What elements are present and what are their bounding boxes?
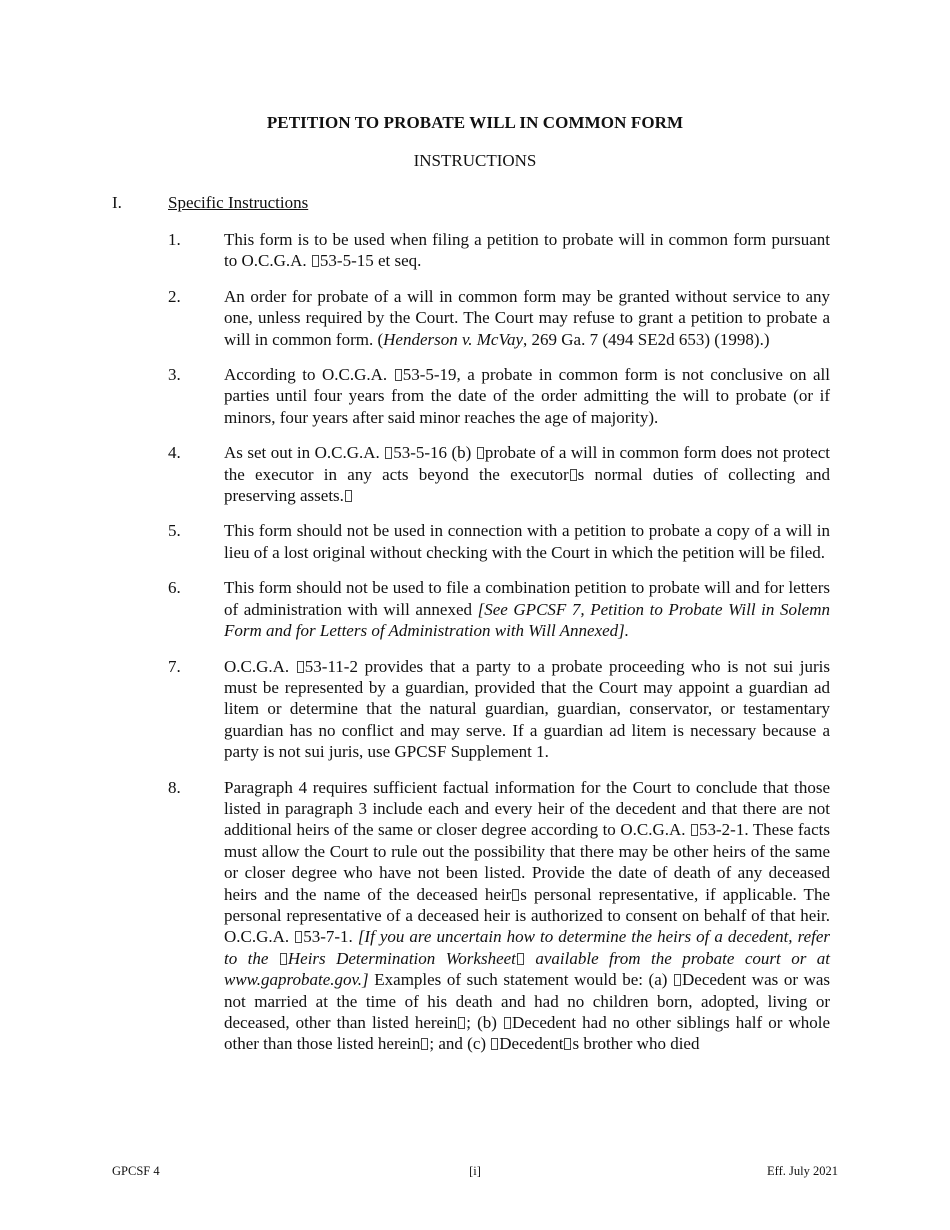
text-run: 53-11-2 provides that a party to a probate proceeding who is not sui juris must be represented by a guardian, provided that the Court may appoint a guardian ad litem or determine that the natural guardian, guardian, conservator, or testamentary guardian has no conflict and may serve. If a guardian ad litem is necessary because a party is not sui juris, use GPCSF Supplement 1.	[224, 656, 830, 762]
text-run: This form should not be used in connection with a petition to probate a copy of a will in lieu of a lost original without checking with the Court in which the petition will be filed.	[224, 521, 830, 562]
instruction-item	[168, 777, 830, 1055]
instruction-text	[224, 656, 830, 763]
missing-glyph-box	[512, 889, 519, 901]
text-run: ; and (c)	[429, 1034, 491, 1054]
missing-glyph-box	[564, 1038, 571, 1050]
instruction-number: 6.	[168, 578, 181, 598]
instruction-item	[168, 520, 830, 563]
instruction-text	[224, 286, 830, 350]
instruction-item	[168, 442, 830, 506]
text-run: , 269 Ga. 7 (494 SE2d 653) (1998).)	[523, 329, 770, 349]
footer-form-id: GPCSF 4	[112, 1164, 160, 1178]
section-number: I.	[112, 193, 122, 212]
missing-glyph-box	[395, 369, 402, 381]
footer-page-number: [i]	[469, 1164, 481, 1178]
text-run: Decedent	[499, 1034, 564, 1054]
text-run: 53-2-1. These facts must allow the Court to rule out the possibility that there may be other heirs of the same or closer degree who have not been listed. Provide the date of death of any deceased heirs and the name of the deceased heir	[224, 820, 830, 904]
text-run: 53-7-1.	[303, 927, 358, 947]
instruction-number: 3.	[168, 365, 181, 385]
instruction-text	[224, 577, 830, 641]
text-run: s normal duties of collecting and preserving assets.	[224, 464, 830, 506]
missing-glyph-box	[477, 447, 484, 459]
document-subtitle: INSTRUCTIONS	[413, 151, 537, 170]
missing-glyph-box	[312, 255, 319, 267]
missing-glyph-box	[691, 824, 698, 836]
instruction-number: 4.	[168, 443, 181, 463]
instruction-item	[168, 286, 830, 350]
instruction-item	[168, 577, 830, 641]
text-run: [If you are uncertain how to determine the heirs of a decedent, refer to the	[224, 927, 831, 968]
missing-glyph-box	[491, 1038, 498, 1050]
instruction-number: 2.	[168, 286, 181, 306]
text-run: [See GPCSF 7, Petition to Probate Will in Solemn Form and for Letters of Administration with Will Annexed].	[224, 599, 830, 641]
missing-glyph-box	[385, 447, 392, 459]
missing-glyph-box	[421, 1038, 428, 1050]
missing-glyph-box	[674, 974, 681, 986]
missing-glyph-box	[517, 953, 524, 965]
missing-glyph-box	[345, 490, 352, 502]
instruction-text	[224, 364, 830, 428]
text-run: ; (b)	[466, 1013, 503, 1032]
instruction-item	[168, 364, 830, 428]
instruction-text	[224, 229, 830, 272]
text-run: probate of a will in common form does not protect the executor in any acts beyond the executor	[224, 443, 830, 484]
text-run: s personal representative, if applicable. The personal representative of a deceased heir is authorized to consent on behalf of that heir. O.C.G.A.	[224, 884, 830, 947]
section-label: Specific Instructions	[168, 193, 309, 212]
instruction-number: 1.	[168, 230, 181, 249]
instruction-text	[224, 777, 830, 1055]
missing-glyph-box	[295, 931, 302, 943]
text-run: Decedent had no other siblings half or whole other than those listed herein	[224, 1013, 830, 1054]
text-run: This form is to be used when filing a petition to probate will in common form pursuant to O.C.G.A.	[224, 230, 830, 271]
text-run: available from the probate court or at www.gaprobate.gov.]	[224, 948, 830, 990]
instruction-item	[168, 229, 830, 272]
text-run: Examples of such statement would be: (a)	[368, 970, 674, 990]
text-run: As set out in O.C.G.A.	[224, 443, 385, 463]
text-run: An order for probate of a will in common form may be granted without service to any one, unless required by the Court. The Court may refuse to grant a petition to probate a will in common form. (	[224, 286, 830, 349]
instruction-number: 8.	[168, 777, 181, 797]
missing-glyph-box	[504, 1017, 511, 1029]
instruction-number: 5.	[168, 521, 181, 541]
instruction-item	[168, 656, 830, 763]
text-run: 53-5-16 (b)	[393, 443, 476, 463]
instruction-list	[168, 229, 830, 1069]
document-title: PETITION TO PROBATE WILL IN COMMON FORM	[266, 113, 684, 132]
text-run: 53-5-19, a probate in common form is not conclusive on all parties until four years from the date of the order admitting the will to probate (or if minors, four years after said minor reaches the age of majority).	[224, 365, 830, 427]
instruction-text	[224, 442, 830, 506]
text-run: This form should not be used to file a combination petition to probate will and for letters of administration with will annexed	[224, 578, 830, 619]
missing-glyph-box	[458, 1017, 465, 1029]
text-run: Decedent was or was not married at the time of his death and had no children born, adopted, living or deceased, other than listed herein	[224, 970, 831, 1032]
instruction-number: 7.	[168, 656, 181, 676]
footer-effective-date: Eff. July 2021	[767, 1164, 838, 1178]
text-run: O.C.G.A.	[224, 656, 296, 676]
instruction-text	[224, 520, 830, 563]
missing-glyph-box	[570, 469, 577, 481]
missing-glyph-box	[280, 953, 287, 965]
text-run: According to O.C.G.A.	[224, 365, 394, 385]
text-run: 53-5-15 et seq.	[319, 251, 422, 271]
text-run: Paragraph 4 requires sufficient factual information for the Court to conclude that those listed in paragraph 3 include each and every heir of the decedent and that there are not additional heirs of the same or closer degree according to O.C.G.A.	[224, 777, 830, 840]
text-run: Heirs Determination Worksheet	[287, 948, 516, 968]
text-run: s brother who died	[572, 1034, 700, 1054]
text-run: Henderson v. McVay	[383, 329, 524, 349]
missing-glyph-box	[297, 661, 304, 673]
